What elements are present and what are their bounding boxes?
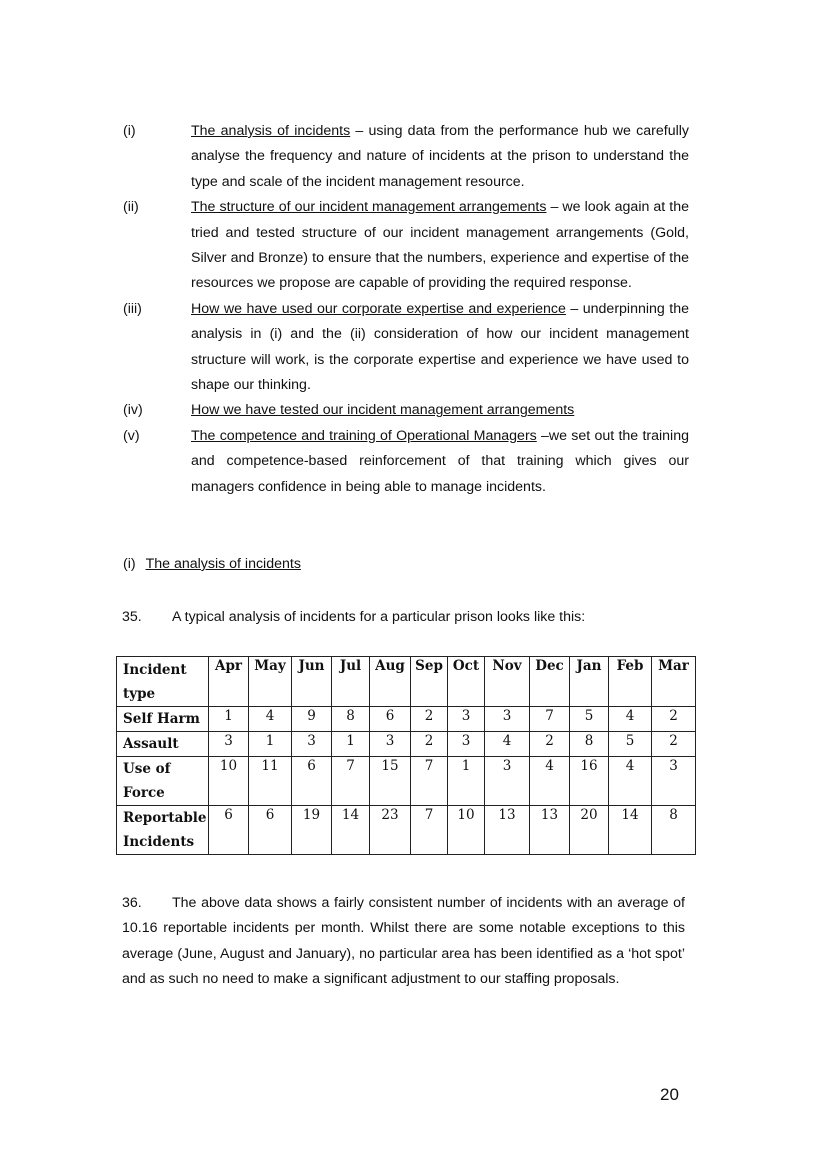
- table-cell: 6: [370, 707, 411, 732]
- table-cell: 9: [292, 707, 332, 732]
- header-month: Apr: [209, 657, 249, 707]
- table-cell: 2: [411, 732, 448, 757]
- section-heading-number: (i): [123, 556, 136, 572]
- incident-table: [116, 656, 696, 855]
- paragraph-text: The above data shows a fairly consistent number of incidents with an average of 10.16 reportable incidents per month. Whilst there are some notable exceptions to this average (June, August and January), no particular area has been identified as a ‘hot spot’ and as such no need to make a significant adjustment to our staffing proposals.: [122, 895, 685, 988]
- table-cell: 3: [209, 732, 249, 757]
- table-cell: 7: [332, 757, 370, 806]
- header-month: Mar: [652, 657, 696, 707]
- table-cell: 7: [411, 757, 448, 806]
- list-item-text: [191, 424, 689, 500]
- paragraph-text: A typical analysis of incidents for a particular prison looks like this:: [172, 609, 586, 625]
- table-cell: 3: [652, 757, 696, 806]
- table-header-row: [117, 657, 696, 707]
- table-cell: 4: [249, 707, 292, 732]
- list-item-number: (v): [123, 427, 140, 444]
- list-item: [120, 119, 690, 195]
- page-number: 20: [660, 1085, 679, 1104]
- table-cell: 15: [370, 757, 411, 806]
- numbered-list: [120, 119, 690, 500]
- list-item-number: (ii): [123, 199, 139, 216]
- table-cell: 10: [448, 806, 485, 855]
- table-cell: 1: [448, 757, 485, 806]
- table-cell: 20: [570, 806, 609, 855]
- table-cell: 19: [292, 806, 332, 855]
- table-cell: 8: [570, 732, 609, 757]
- paragraph-35: [122, 606, 585, 628]
- list-item-text: [191, 398, 689, 423]
- table-cell: 2: [652, 707, 696, 732]
- table-cell: 3: [485, 707, 530, 732]
- table-cell: 1: [249, 732, 292, 757]
- row-label: Reportable Incidents: [117, 806, 209, 855]
- list-item-body: – underpinning the analysis in (i) and the (ii) consideration of how our incident management structure will work, is the corporate expertise and experience we have used to shape our thinking.: [191, 300, 689, 394]
- header-month: Sep: [411, 657, 448, 707]
- list-item-body: –we set out the training and competence-based reinforcement of that training which gives our managers confidence in being able to manage incidents.: [191, 427, 689, 495]
- row-label: Use of Force: [117, 757, 209, 806]
- table-row: [117, 707, 696, 732]
- table-cell: 7: [411, 806, 448, 855]
- header-month: Oct: [448, 657, 485, 707]
- table-cell: 4: [485, 732, 530, 757]
- list-item: [120, 424, 690, 500]
- list-item-body: – using data from the performance hub we carefully analyse the frequency and nature of incidents at the prison to understand the type and scale of the incident management resource.: [191, 123, 689, 190]
- table-cell: 10: [209, 757, 249, 806]
- header-incident-type: Incident type: [117, 657, 209, 707]
- list-item-number: (iii): [123, 300, 142, 317]
- table-cell: 14: [332, 806, 370, 855]
- table-cell: 3: [448, 732, 485, 757]
- table-cell: 3: [370, 732, 411, 757]
- header-month: Jun: [292, 657, 332, 707]
- table-cell: 5: [609, 732, 652, 757]
- table-cell: 3: [448, 707, 485, 732]
- row-label: Assault: [117, 732, 209, 757]
- list-item-body: – we look again at the tried and tested structure of our incident management arrangements (Gold, Silver and Bronze) to ensure that the numbers, experience and expertise of the resources we propose are capable of providing the required response.: [191, 199, 689, 292]
- table-cell: 14: [609, 806, 652, 855]
- table-cell: 8: [332, 707, 370, 732]
- table-cell: 13: [530, 806, 570, 855]
- header-month: May: [249, 657, 292, 707]
- header-month: Jan: [570, 657, 609, 707]
- table-cell: 16: [570, 757, 609, 806]
- table-cell: 2: [411, 707, 448, 732]
- header-month: Nov: [485, 657, 530, 707]
- list-item: [120, 297, 690, 399]
- table-cell: 6: [292, 757, 332, 806]
- header-month: Aug: [370, 657, 411, 707]
- list-item-title: The analysis of incidents: [191, 123, 351, 139]
- table-cell: 23: [370, 806, 411, 855]
- list-item-title: The structure of our incident management arrangements: [191, 199, 547, 216]
- list-item-text: [191, 297, 689, 399]
- table-cell: 7: [530, 707, 570, 732]
- header-month: Jul: [332, 657, 370, 707]
- table-cell: 1: [332, 732, 370, 757]
- header-month: Dec: [530, 657, 570, 707]
- list-item-title: How we have tested our incident management arrangements: [191, 402, 575, 419]
- header-month: Feb: [609, 657, 652, 707]
- list-item-text: [191, 195, 689, 297]
- row-label: Self Harm: [117, 707, 209, 732]
- paragraph-number: 35.: [122, 609, 142, 625]
- list-item: [120, 195, 690, 297]
- table-cell: 2: [530, 732, 570, 757]
- table-row: [117, 732, 696, 757]
- table-row: [117, 806, 696, 855]
- table-cell: 11: [249, 757, 292, 806]
- table-cell: 8: [652, 806, 696, 855]
- paragraph-number: 36.: [122, 895, 142, 911]
- table-cell: 6: [249, 806, 292, 855]
- table-cell: 3: [485, 757, 530, 806]
- table-cell: 2: [652, 732, 696, 757]
- list-item-number: (iv): [123, 402, 143, 419]
- section-heading-title: The analysis of incidents: [145, 556, 301, 572]
- table-row: [117, 757, 696, 806]
- table-cell: 4: [609, 707, 652, 732]
- section-heading: [123, 553, 301, 575]
- table-cell: 13: [485, 806, 530, 855]
- paragraph-36: [122, 891, 685, 993]
- list-item: [120, 398, 690, 423]
- table-cell: 6: [209, 806, 249, 855]
- table-cell: 5: [570, 707, 609, 732]
- table-cell: 1: [209, 707, 249, 732]
- table-cell: 3: [292, 732, 332, 757]
- list-item-title: How we have used our corporate expertise and experience: [191, 300, 566, 317]
- list-item-text: [191, 119, 689, 195]
- list-item-title: The competence and training of Operational Managers: [191, 427, 537, 444]
- list-item-number: (i): [123, 123, 136, 139]
- table-cell: 4: [609, 757, 652, 806]
- table-cell: 4: [530, 757, 570, 806]
